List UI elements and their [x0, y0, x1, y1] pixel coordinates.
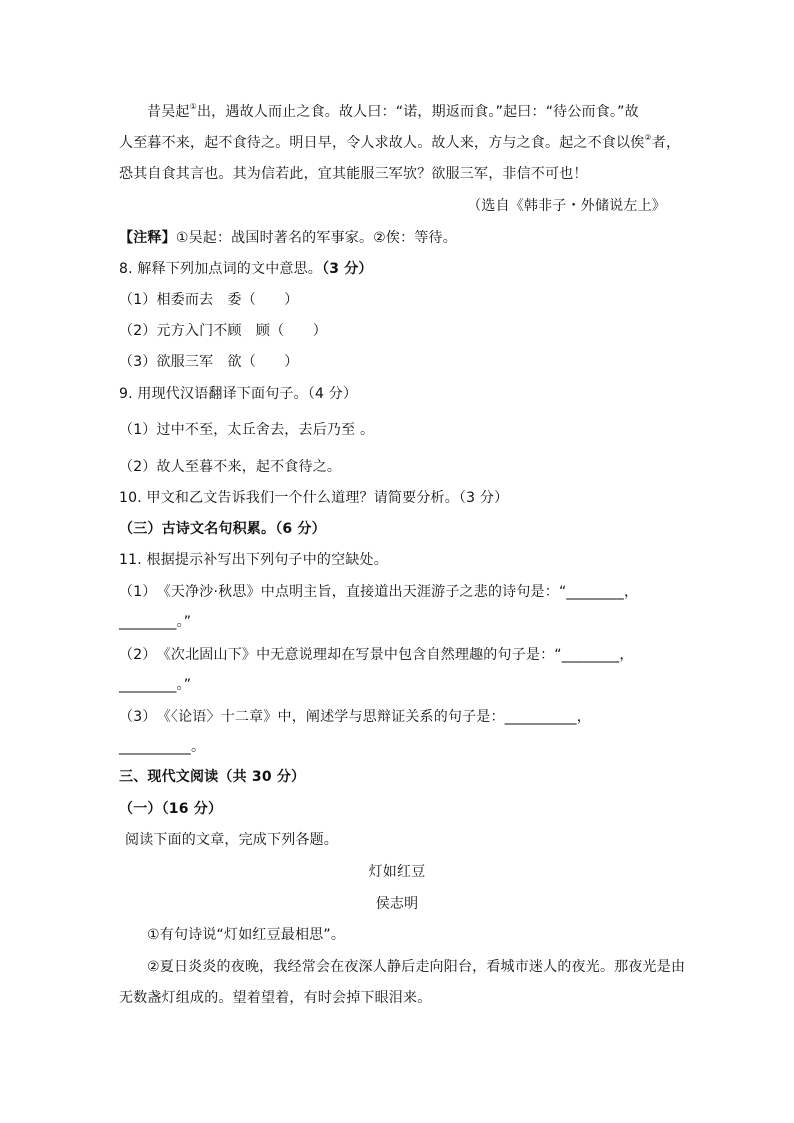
reading-instruction: 阅读下面的文章，完成下列各题。 [125, 832, 338, 848]
question-11-item-3-cont: __________。 [119, 739, 206, 755]
question-11-item-1: （1） 《天净沙·秋思》中点明主旨，直接道出天涯游子之悲的诗句是：“________， [119, 584, 639, 600]
annotation [119, 228, 457, 248]
article-paragraph-1: ①有句诗说“灯如红豆最相思”。 [147, 927, 346, 943]
passage-line-2: 人至暮不来，起不食待之。明日早，令人求故人。故人来，方与之食。起之不食以俟②者， [119, 133, 681, 151]
question-11-item-3: （3） 《〈论语〉十二章》中，阐述学与思辩证关系的句子是：__________， [119, 709, 591, 725]
question-9-title: 9. 用现代汉语翻译下面句子。（4 分） [119, 386, 358, 402]
question-9-item-2: （2）故人至暮不来，起不食待之。 [119, 459, 342, 475]
article-title: 灯如红豆 [368, 864, 426, 880]
section-3-title: （三）古诗文名句积累。（6 分） [119, 521, 326, 537]
annotation-text: ①吴起：战国时著名的军事家。②俟：等待。 [175, 230, 457, 246]
article-paragraph-2: ②夏日炎炎的夜晚，我经常会在夜深人静后走向阳台，看城市迷人的夜光。那夜光是由 [147, 959, 686, 975]
question-8-item-3: （3）欲服三军 欲（ ） [119, 354, 299, 370]
question-8-item-1: （1）相委而去 委（ ） [119, 292, 299, 308]
annotation-label: 【注释】 [119, 230, 176, 246]
passage-line-1: 昔吴起①出，遇故人而止之食。故人曰：“诺，期返而食。”起曰：“待公而食。”故 [147, 102, 639, 120]
footnote-marker-2: ② [644, 133, 652, 142]
question-8-title: 8. 解释下列加点词的文中意思。（3 分） [119, 261, 373, 277]
part-3-title: 三、现代文阅读（共 30 分） [119, 769, 306, 785]
part-3-subsection-1: （一）（16 分） [119, 801, 223, 817]
question-9-item-1: （1）过中不至，太丘舍去，去后乃至 。 [119, 422, 375, 438]
article-paragraph-2-cont: 无数盏灯组成的。望着望着，有时会掉下眼泪来。 [119, 990, 432, 1006]
question-8-item-2: （2）元方入门不顾 顾（ ） [119, 323, 327, 339]
article-author: 侯志明 [375, 896, 419, 912]
footnote-marker-1: ① [189, 102, 197, 111]
passage-line-3: 恐其自食其言也。其为信若此，宜其能服三军欤？欲服三军，非信不可也！ [119, 166, 588, 182]
passage-source: （选自《韩非子・外储说左上》 [467, 198, 666, 214]
question-11-title: 11. 根据提示补写出下列句子中的空缺处。 [119, 552, 388, 568]
question-10-title: 10. 甲文和乙文告诉我们一个什么道理？请简要分析。（3 分） [119, 490, 509, 506]
question-11-item-1-cont: ________。” [119, 614, 192, 630]
question-11-item-2-cont: ________。” [119, 677, 192, 693]
question-11-item-2: （2） 《次北固山下》中无意说理却在写景中包含自然理趣的句子是：“________， [119, 647, 634, 663]
